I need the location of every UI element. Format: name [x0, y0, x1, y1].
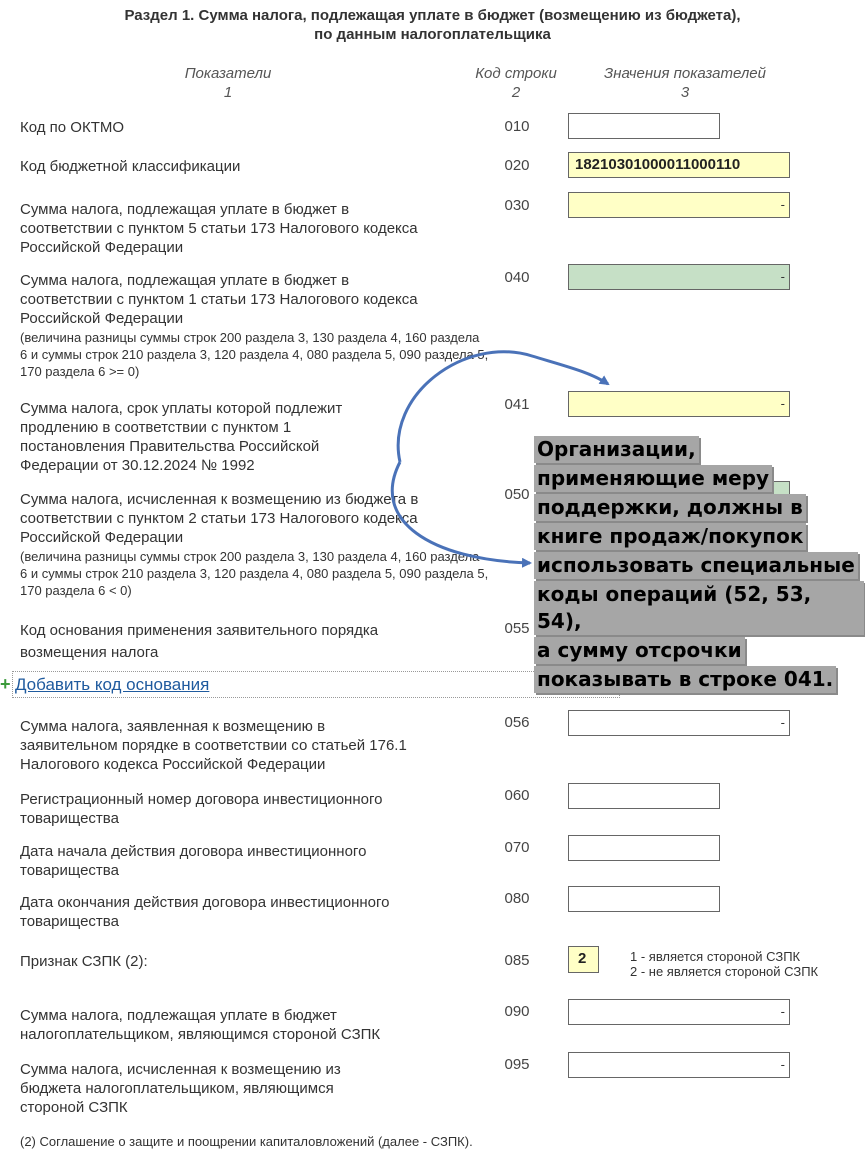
row-041-value: - [780, 396, 785, 411]
callout-line: а сумму отсрочки [534, 637, 745, 664]
row-070-label: Дата начала действия договора инвестиционного товарищества [20, 843, 367, 879]
row-030-code: 030 [504, 197, 530, 214]
row-030-label: Сумма налога, подлежащая уплате в бюджет в соответствии с пунктом 5 статьи 173 Налогового кодекса Российской Федерации [20, 201, 418, 256]
row-090-label: Сумма налога, подлежащая уплате в бюджет налогоплательщиком, являющимся стороной СЗПК [20, 1007, 381, 1043]
row-090-value: - [780, 1004, 785, 1019]
row-085-code: 085 [504, 952, 530, 969]
row-041-code: 041 [504, 396, 530, 413]
row-070-code: 070 [504, 839, 530, 856]
callout-line: коды операций (52, 53, 54), [534, 581, 864, 635]
row-095-label: Сумма налога, исчисленная к возмещению из бюджета налогоплательщиком, являющимся стороной СЗПК [20, 1061, 341, 1116]
footnote: (2) Соглашение о защите и поощрении капиталовложений (далее - СЗПК). [20, 1134, 473, 1149]
arrow-to-row-050 [392, 462, 530, 563]
row-056-label: Сумма налога, заявленная к возмещению в заявительном порядке в соответствии со статьей 176.1 Налогового кодекса Российской Федерации [20, 718, 407, 773]
row-060-code: 060 [504, 787, 530, 804]
kbk-value: 18210301000011000110 [575, 156, 741, 173]
column-header-values-number: 3 [680, 84, 690, 101]
row-080-code: 080 [504, 890, 530, 907]
callout-line: книге продаж/покупок [534, 523, 806, 550]
row-040-value: - [780, 269, 785, 284]
column-header-indicators-number: 1 [223, 84, 233, 101]
row-020-code: 020 [504, 157, 530, 174]
column-header-code-number: 2 [511, 84, 521, 101]
row-040-code: 040 [504, 269, 530, 286]
column-header-code-label: Код строки [475, 65, 557, 82]
row-080-label: Дата окончания действия договора инвестиционного товарищества [20, 894, 390, 930]
callout-box [534, 435, 864, 694]
row-056-code: 056 [504, 714, 530, 731]
row-055-code: 055 [504, 620, 530, 637]
row-041-label: Сумма налога, срок уплаты которой подлежит продлению в соответствии с пунктом 1 постановления Правительства Российской Федерации от 30.12.2024 № 1992 [20, 400, 343, 474]
szpk-note-1: 1 - является стороной СЗПК [630, 949, 801, 964]
column-header-indicators-label: Показатели [184, 65, 272, 82]
column-header-values-label: Значения показателей [603, 65, 766, 82]
section-title-line1: Раздел 1. Сумма налога, подлежащая уплате в бюджет (возмещению из бюджета), [124, 7, 741, 24]
szpk-note-2: 2 - не является стороной СЗПК [630, 964, 819, 979]
callout-line: Организации, [534, 436, 699, 463]
row-056-value: - [780, 715, 785, 730]
row-050-label: Сумма налога, исчисленная к возмещению из бюджета в соответствии с пунктом 2 статьи 173 Налогового кодекса Российской Федерации [20, 491, 419, 546]
row-055-label: Код основания применения заявительного порядка возмещения налога [20, 622, 379, 661]
plus-icon: + [0, 674, 11, 694]
row-050-sublabel: (величина разницы суммы строк 200 раздела 3, 130 раздела 4, 160 раздела 6 и суммы строк 210 раздела 3, 120 раздела 4, 080 раздела 5, 090 раздела 5, 170 раздела 6 < 0) [20, 549, 489, 598]
callout-line: применяющие меру [534, 465, 772, 492]
callout-line: показывать в строке 041. [534, 666, 836, 693]
szpk-sign-value: 2 [578, 950, 587, 967]
callout-line: поддержки, должны в [534, 494, 806, 521]
row-010-label: Код по ОКТМО [20, 119, 125, 136]
row-095-value: - [780, 1057, 785, 1072]
row-060-label: Регистрационный номер договора инвестиционного товарищества [20, 791, 383, 827]
row-020-label: Код бюджетной классификации [20, 158, 241, 175]
add-code-link[interactable]: Добавить код основания [14, 675, 210, 694]
row-010-code: 010 [504, 118, 530, 135]
row-040-sublabel: (величина разницы суммы строк 200 раздела 3, 130 раздела 4, 160 раздела 6 и суммы строк 210 раздела 3, 120 раздела 4, 080 раздела 5, 090 раздела 5, 170 раздела 6 >= 0) [20, 330, 489, 379]
row-040-label: Сумма налога, подлежащая уплате в бюджет в соответствии с пунктом 1 статьи 173 Налогового кодекса Российской Федерации [20, 272, 418, 327]
row-090-code: 090 [504, 1003, 530, 1020]
row-050-code: 050 [504, 486, 530, 503]
callout-line: использовать специальные [534, 552, 858, 579]
row-095-code: 095 [504, 1056, 530, 1073]
section-title-line2: по данным налогоплательщика [314, 26, 551, 43]
row-030-value: - [780, 197, 785, 212]
row-085-label: Признак СЗПК (2): [20, 953, 148, 970]
